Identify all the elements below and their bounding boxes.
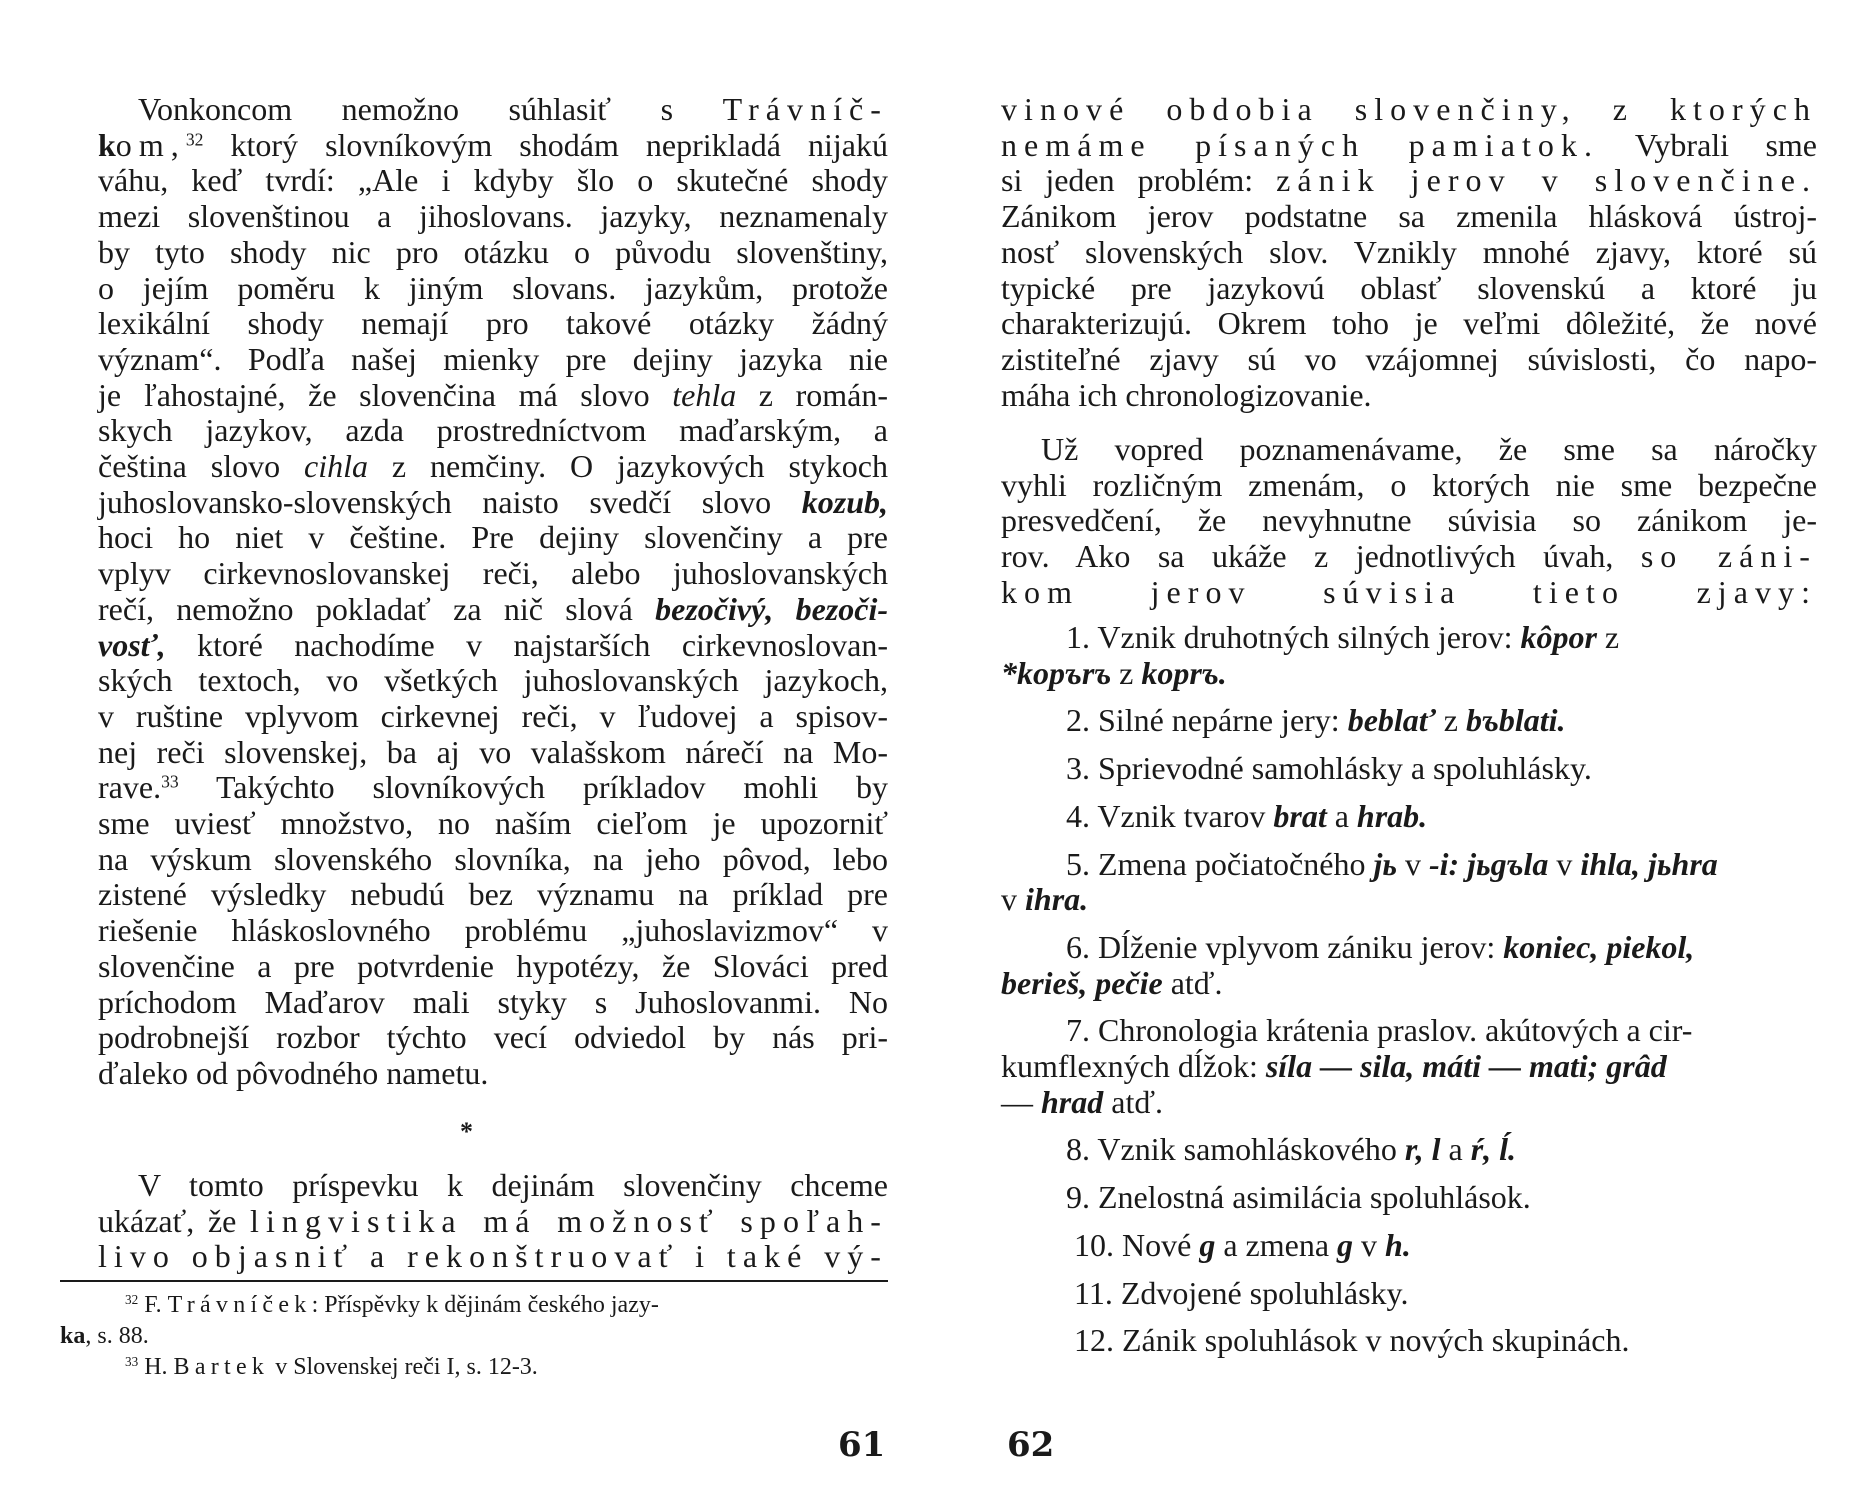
text-line: skych jazykov, azda prostredníctvom maďarským, a bbox=[98, 412, 888, 449]
emphasis-text: tehla bbox=[672, 376, 737, 413]
text-line: zistiteľné zjavy sú vo vzájomnej súvislosti, čo napo- bbox=[1001, 340, 1817, 377]
list-item-line: v ihra. bbox=[1001, 881, 1089, 918]
emphasis-text: g bbox=[1199, 1226, 1216, 1263]
text-line: hoci ho niet v češtine. Pre dejiny slovenčiny a pre bbox=[98, 519, 888, 556]
text-line: ďaleko od pôvodného nametu. bbox=[98, 1054, 489, 1091]
left-outro-paragraph bbox=[98, 1168, 888, 1275]
text-line: na výskum slovenského slovníka, na jeho pôvod, lebo bbox=[98, 840, 888, 877]
text-line: zistené výsledky nebudú bez významu na príklad pre bbox=[98, 876, 888, 913]
emphasis-text: ihla, jьhra bbox=[1580, 845, 1718, 882]
list-item-line: 4. Vznik tvarov brat a hrab. bbox=[1066, 797, 1428, 834]
text-line: ukázať, že lingvistika má možnosť spoľah- bbox=[98, 1202, 889, 1239]
text-line: v ruštine vplyvom cirkevnej reči, v ľudovej a spisov- bbox=[98, 697, 888, 734]
phenomena-list bbox=[1001, 620, 1817, 1371]
list-item bbox=[1001, 751, 1817, 787]
footnote-line: $^{32}$ F. Trávníček: Příspěvky k dějinám českého jazy- bbox=[125, 1292, 659, 1318]
text-line: význam“. Podľa našej mienky pre dejiny jazyka nie bbox=[98, 340, 888, 377]
emphasis-text: lingvistika má možnosť spoľah- bbox=[250, 1202, 889, 1239]
emphasis-text: Trávníček bbox=[167, 1292, 312, 1318]
text-line: riešenie hláskoslovného problému „juhoslavizmov“ v bbox=[98, 912, 888, 949]
list-item-line: — hrad atď. bbox=[1001, 1083, 1164, 1120]
page-number-left: 61 bbox=[838, 1425, 886, 1465]
page-number-right: 62 bbox=[1007, 1425, 1055, 1465]
list-item bbox=[1001, 1323, 1817, 1359]
text-line bbox=[1001, 92, 1817, 128]
list-item-line: 8. Vznik samohláskového r, l a ŕ, ĺ. bbox=[1066, 1131, 1517, 1168]
list-item-line: 5. Zmena počiatočného jь v -i: jьgъla v ihla, jьhra bbox=[1066, 845, 1718, 882]
text-line: kom,$^{32}$ ktorý slovníkovým shodám neprikladá nijakú bbox=[98, 126, 888, 163]
emphasis-text: vinové obdobia slovenčiny, z ktorých bbox=[1001, 91, 1817, 127]
emphasis-text: k bbox=[98, 126, 116, 163]
emphasis-text: kôpor bbox=[1520, 619, 1597, 655]
emphasis-text: jь bbox=[1373, 845, 1397, 882]
footnote-ref: 33 bbox=[161, 771, 179, 792]
emphasis-text: bъblati. bbox=[1465, 702, 1566, 739]
list-item-line: 6. Dĺženie vplyvom zániku jerov: koniec, piekol, bbox=[1066, 928, 1695, 965]
emphasis-text: kozub, bbox=[801, 483, 888, 520]
text-line: je ľahostajné, že slovenčina má slovo tehla z román- bbox=[98, 376, 889, 413]
emphasis-text: h. bbox=[1385, 1226, 1411, 1263]
list-item bbox=[1001, 1228, 1817, 1264]
list-item bbox=[1001, 930, 1817, 1001]
emphasis-text: koprъ. bbox=[1141, 654, 1227, 691]
emphasis-text: beblať bbox=[1347, 702, 1436, 739]
text-line: sme uviesť množstvo, no naším cieľom je upozorniť bbox=[98, 805, 888, 842]
emphasis-text: ka bbox=[60, 1323, 86, 1349]
text-line: lexikální shody nemají pro takové otázky žádný bbox=[98, 305, 888, 342]
list-item-line: 9. Znelostná asimilácia spoluhlások. bbox=[1066, 1179, 1531, 1216]
list-item-line: 11. Zdvojené spoluhlásky. bbox=[1074, 1274, 1409, 1311]
text-line: vosť, ktoré nachodíme v najstarších cirkevnoslovan- bbox=[98, 626, 888, 663]
text-line: Vonkoncom nemožno súhlasiť s Trávníč- bbox=[138, 91, 888, 127]
text-line: vplyv cirkevnoslovanskej reči, alebo juhoslovanských bbox=[98, 555, 888, 592]
emphasis-text: zánik jerov v slovenčine. bbox=[1276, 162, 1817, 199]
list-item bbox=[1001, 1132, 1817, 1168]
footnote-ref: 33 bbox=[125, 1354, 139, 1370]
list-item-line: 7. Chronologia krátenia praslov. akútových a cir- bbox=[1066, 1012, 1693, 1049]
text-line bbox=[1001, 575, 1817, 611]
list-item-line: 3. Sprievodné samohlásky a spoluhlásky. bbox=[1066, 750, 1592, 787]
section-separator: * bbox=[460, 1117, 473, 1146]
list-item-line: kumflexných dĺžok: síla — sila, máti — mati; grâd bbox=[1001, 1048, 1667, 1085]
text-line: charakterizujú. Okrem toho je veľmi dôležité, že nové bbox=[1001, 305, 1817, 342]
text-line: Už vopred poznamenávame, že sme sa náročky bbox=[1041, 431, 1817, 467]
list-item bbox=[1001, 847, 1817, 918]
footnote-ref: 32 bbox=[185, 129, 204, 150]
list-item bbox=[1001, 620, 1817, 691]
text-line: vyhli rozličným zmenám, o ktorých nie sme bezpečne bbox=[1001, 466, 1817, 503]
text-line: čeština slovo cihla z nemčiny. O jazykových stykoch bbox=[98, 448, 889, 485]
list-item-line: *kopъrъ z koprъ. bbox=[1001, 654, 1227, 691]
right-second-paragraph bbox=[1001, 432, 1817, 611]
list-item-line: berieš, pečie atď. bbox=[1001, 964, 1223, 1001]
list-item-line: 1. Vznik druhotných silných jerov: kôpor z bbox=[1066, 619, 1620, 655]
emphasis-text: kom jerov súvisia tieto zjavy: bbox=[1001, 573, 1817, 610]
text-line: nemáme písaných pamiatok. Vybrali sme bbox=[1001, 126, 1818, 163]
emphasis-text: hrab. bbox=[1356, 797, 1428, 834]
footnote-line: ka, s. 88. bbox=[60, 1323, 149, 1349]
emphasis-text: livo objasniť a rekonštruovať i také vý- bbox=[98, 1238, 888, 1275]
emphasis-text: berieš, pečie bbox=[1001, 964, 1163, 1001]
emphasis-text: síla — sila, máti — mati; grâd bbox=[1265, 1048, 1667, 1085]
emphasis-text: ihra. bbox=[1025, 881, 1089, 918]
emphasis-text: g bbox=[1337, 1226, 1354, 1263]
text-line: slovenčine a pre potvrdenie hypotézy, že Slováci pred bbox=[98, 947, 888, 984]
emphasis-text: vosť, bbox=[98, 626, 166, 663]
emphasis-text: nemáme písaných pamiatok. bbox=[1001, 126, 1600, 163]
text-line: typické pre jazykovú oblasť slovenskú a ktoré ju bbox=[1001, 269, 1817, 306]
emphasis-text: *kopъrъ bbox=[1001, 654, 1112, 691]
text-line: by tyto shody nic pro otázku o původu slovenštiny, bbox=[98, 233, 888, 270]
list-item bbox=[1001, 1276, 1817, 1312]
emphasis-text: -i: jьgъla bbox=[1428, 845, 1549, 882]
text-line: presvedčení, že nevyhnutne súvisia so zánikom je- bbox=[1001, 502, 1817, 539]
emphasis-text: cihla bbox=[304, 448, 368, 485]
text-line: podrobnejší rozbor týchto vecí odviedol by nás pri- bbox=[98, 1019, 888, 1056]
emphasis-text: koniec, piekol, bbox=[1503, 928, 1695, 965]
text-line: o jejím poměru k jiným slovans. jazykům, protože bbox=[98, 269, 888, 306]
right-intro-paragraph bbox=[1001, 92, 1817, 413]
emphasis-text: bezočivý, bezoči- bbox=[655, 590, 889, 627]
text-line: máha ich chronologizovanie. bbox=[1001, 376, 1372, 413]
list-item bbox=[1001, 799, 1817, 835]
text-line: ských textoch, vo všetkých juhoslovanských jazykoch, bbox=[98, 662, 888, 699]
emphasis-text: hrad bbox=[1041, 1083, 1104, 1120]
emphasis-text: Trávníč- bbox=[722, 91, 888, 127]
text-line: rečí, nemožno pokladať za nič slová bezočivý, bezoči- bbox=[98, 590, 889, 627]
text-line: rov. Ako sa ukáže z jednotlivých úvah, so záni- bbox=[1001, 538, 1818, 575]
left-main-paragraph bbox=[98, 92, 888, 1092]
emphasis-text: so záni- bbox=[1640, 538, 1818, 575]
footnote-rule bbox=[60, 1280, 888, 1282]
text-line: nosť slovenských slov. Vznikly mnohé zjavy, ktoré sú bbox=[1001, 233, 1817, 270]
emphasis-text: ŕ, ĺ. bbox=[1470, 1131, 1517, 1168]
list-item-line: 10. Nové g a zmena g v h. bbox=[1074, 1226, 1411, 1263]
text-line: váhu, keď tvrdí: „Ale i kdyby šlo o skutečné shody bbox=[98, 162, 888, 199]
list-item bbox=[1001, 1013, 1817, 1120]
text-line: Zánikom jerov podstatne sa zmenila hlásková ústroj- bbox=[1001, 198, 1817, 235]
text-line: si jeden problém: zánik jerov v slovenčine. bbox=[1001, 162, 1817, 199]
text-line: juhoslovansko-slovenských naisto svedčí slovo kozub, bbox=[98, 483, 888, 520]
emphasis-text: r, l bbox=[1404, 1131, 1441, 1168]
emphasis-text: brat bbox=[1273, 797, 1327, 834]
text-line bbox=[98, 1239, 888, 1275]
list-item-line: 12. Zánik spoluhlások v nových skupinách. bbox=[1074, 1322, 1630, 1359]
text-line: mezi slovenštinou a jihoslovans. jazyky, neznamenaly bbox=[98, 198, 888, 235]
emphasis-text: Bartek bbox=[173, 1354, 270, 1380]
list-item bbox=[1001, 703, 1817, 739]
footnote-line: $^{33}$ H. Bartek v Slovenskej reči I, s. 12-3. bbox=[125, 1354, 538, 1380]
list-item-line: 2. Silné nepárne jery: beblať z bъblati. bbox=[1066, 702, 1566, 739]
text-line: príchodom Maďarov mali styky s Juhoslovanmi. No bbox=[98, 983, 888, 1020]
text-line: rave.$^{33}$ Takýchto slovníkových príkladov mohli by bbox=[98, 769, 888, 806]
text-line: nej reči slovenskej, ba aj vo valašskom nárečí na Mo- bbox=[98, 733, 888, 770]
text-line: V tomto príspevku k dejinám slovenčiny chceme bbox=[138, 1167, 888, 1203]
footnotes bbox=[60, 1290, 888, 1383]
footnote-ref: 32 bbox=[125, 1292, 139, 1308]
list-item bbox=[1001, 1180, 1817, 1216]
emphasis-text: om, bbox=[115, 126, 186, 163]
